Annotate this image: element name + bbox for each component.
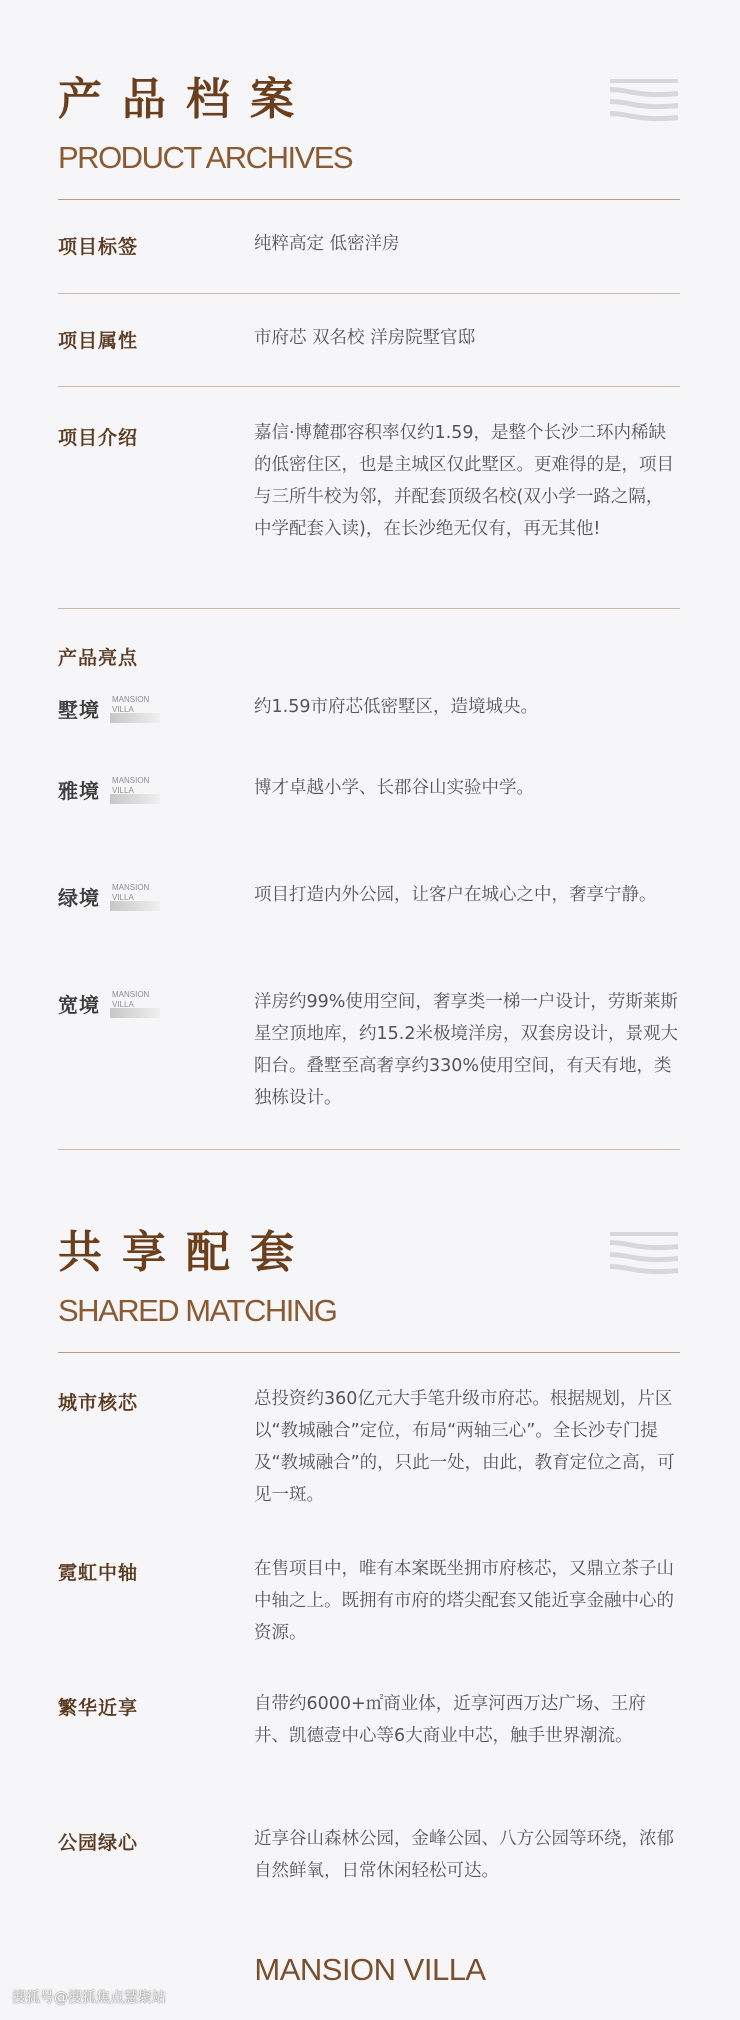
brand-logo-icon: [608, 75, 680, 131]
shared-item-label: 城市核芯: [58, 1392, 139, 1414]
highlights-label: 产品亮点: [58, 647, 139, 669]
highlight-label: [58, 989, 158, 1018]
mansion-villa-tag: [110, 883, 158, 911]
highlight-text: 博才卓越小学、长郡谷山实验中学。: [254, 778, 534, 798]
highlight-label: [58, 882, 158, 911]
divider: [58, 199, 680, 200]
product-title-en: PRODUCT ARCHIVES: [58, 140, 353, 175]
highlight-name: 绿境: [58, 886, 100, 910]
footer-brand: MANSION VILLA: [254, 1952, 486, 1987]
highlight-name: 墅境: [58, 698, 100, 722]
highlight-label: [58, 775, 158, 804]
mansion-villa-tag: [110, 695, 158, 723]
highlight-text: 洋房约99%使用空间，奢享类一梯一户设计，劳斯莱斯星空顶地库，约15.2米极境洋房，双套房设计，景观大阳台。叠墅至高奢享约330%使用空间，有天有地，类独栋设计。: [254, 992, 678, 1108]
tag-line1: MANSION: [112, 694, 150, 704]
divider: [58, 608, 680, 609]
highlight-label: [58, 694, 158, 723]
tag-line1: MANSION: [112, 775, 150, 785]
brand-logo-icon: [608, 1228, 680, 1284]
highlight-text: 项目打造内外公园，让客户在城心之中，奢享宁静。: [254, 885, 657, 905]
project-tag-value: 纯粹高定 低密洋房: [254, 234, 400, 254]
project-attr-label: 项目属性: [58, 330, 139, 352]
project-tag-label: 项目标签: [58, 236, 139, 258]
divider: [58, 1352, 680, 1353]
shared-title-en: SHARED MATCHING: [58, 1293, 337, 1328]
shared-item-label: 霓虹中轴: [58, 1562, 139, 1584]
divider: [58, 1149, 680, 1150]
tag-line2: VILLA: [112, 892, 134, 902]
shared-item-text: 总投资约360亿元大手笔升级市府芯。根据规划，片区以“教城融合”定位，布局“两轴三心”。全长沙专门提及“教城融合”的，只此一处，由此，教育定位之高，可见一斑。: [254, 1389, 675, 1505]
shared-item-text: 在售项目中，唯有本案既坐拥市府核芯，又鼎立茶子山中轴之上。既拥有市府的塔尖配套又能近享金融中心的资源。: [254, 1559, 674, 1643]
product-archives-section: [58, 74, 680, 175]
mansion-villa-tag: [110, 990, 158, 1018]
tag-line1: MANSION: [112, 882, 150, 892]
highlight-name: 雅境: [58, 779, 100, 803]
source-watermark: 搜狐号@搜狐焦点慧聚站: [12, 1990, 166, 2006]
tag-line1: MANSION: [112, 989, 150, 999]
divider: [58, 386, 680, 387]
tag-line2: VILLA: [112, 785, 134, 795]
shared-item-label: 公园绿心: [58, 1832, 139, 1854]
highlight-name: 宽境: [58, 993, 100, 1017]
shared-matching-section: [58, 1227, 680, 1328]
project-attr-value: 市府芯 双名校 洋房院墅官邸: [254, 328, 476, 348]
highlight-text: 约1.59市府芯低密墅区，造境城央。: [254, 697, 538, 717]
tag-line2: VILLA: [112, 999, 134, 1009]
mansion-villa-tag: [110, 776, 158, 804]
shared-item-label: 繁华近享: [58, 1697, 139, 1719]
project-intro-value: 嘉信·博麓郡容积率仅约1.59，是整个长沙二环内稀缺的低密住区，也是主城区仅此墅区。更难得的是，项目与三所牛校为邻，并配套顶级名校(双小学一路之隔，中学配套入读)，在长沙绝无仅有，再无其他!: [254, 423, 674, 539]
shared-item-text: 自带约6000+㎡商业体，近享河西万达广场、王府井、凯德壹中心等6大商业中芯，触手世界潮流。: [254, 1694, 646, 1746]
shared-item-text: 近享谷山森林公园，金峰公园、八方公园等环绕，浓郁自然鲜氧，日常休闲轻松可达。: [254, 1829, 674, 1881]
tag-line2: VILLA: [112, 704, 134, 714]
project-intro-label: 项目介绍: [58, 427, 139, 449]
shared-title-cn: 共享配套: [58, 1227, 314, 1278]
product-title-cn: 产品档案: [58, 74, 314, 125]
divider: [58, 293, 680, 294]
